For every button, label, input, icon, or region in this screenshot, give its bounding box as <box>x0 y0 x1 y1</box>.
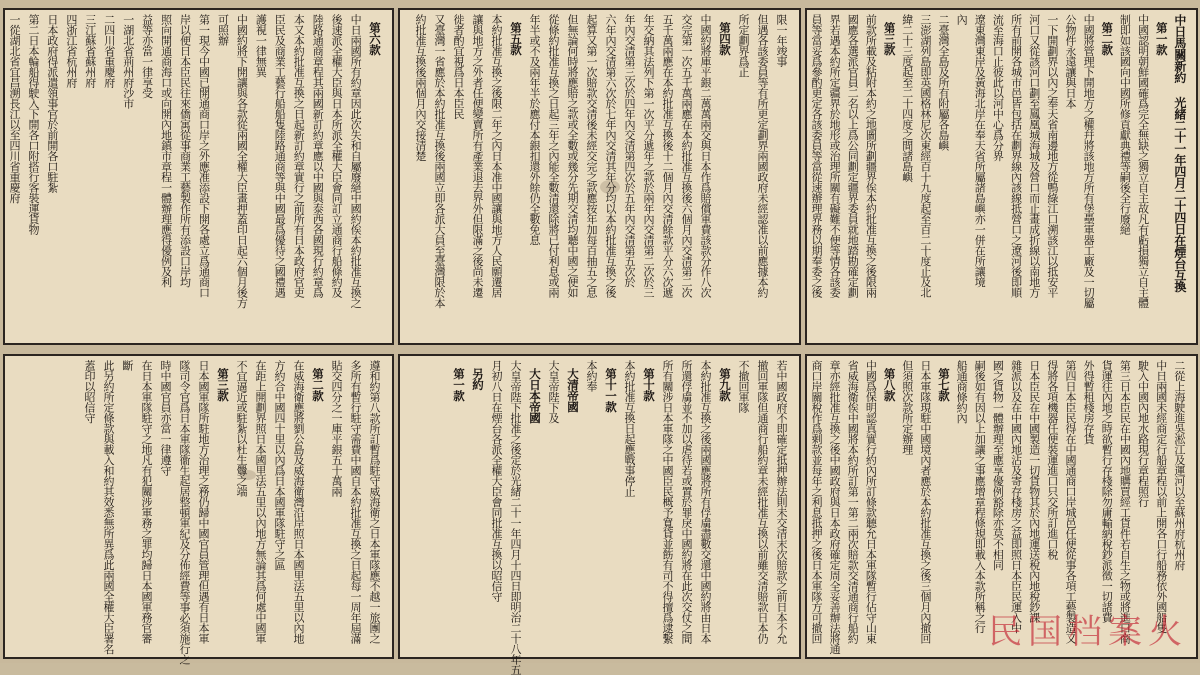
text-column: 益等亦當一律享受 <box>140 14 154 98</box>
column-heading: 第十款 <box>642 368 656 401</box>
text-column: 本又本約批准互換之日起新訂約章實行之前所有日本政府官吏 <box>292 14 306 298</box>
text-column: 第三日本臣民在中國內地購買經工貨件若自生之物或將進口商 <box>1118 360 1132 644</box>
text-column: 臣民及商業工藝行船船隻陸路通商等與中國最爲優待之國禮遇 <box>273 14 287 298</box>
text-column: 照向開通商海口或向開內地鎮市章程一體辦理應得優例及利 <box>159 14 173 287</box>
text-column: 讓與地方之外者任便變賣所有產業退去界外但限滿之後尚未遷 <box>471 14 484 298</box>
text-column: 六年內交清第六次於七年內交清其年分均以本約批准互換之後 <box>604 14 617 298</box>
column-heading: 第四款 <box>718 22 732 55</box>
text-column: 不撤回軍隊 <box>737 360 750 413</box>
text-column: 貨運往內地之時欲暫行存棧除勿庸輸納稅鈔派徵一切諸費 <box>1100 360 1114 623</box>
text-column: 大皇帝陛下批准之後定於光緒二十一年四月十四日即明治二十八年五 <box>509 360 522 675</box>
text-column: 大皇帝陛下及 <box>547 360 560 423</box>
text-column: 年交納其法列下第一次平分遞年之款於兩年內交清第二次於三 <box>642 14 655 298</box>
text-column: 嗣後如有因以上加讓之事應增章程條規即載入本款所稱之行 <box>973 360 987 633</box>
text-column: 三澎湖列島即英國格林尼次東經百十九度起至百二十度止及北 <box>918 14 932 298</box>
text-column: 貼交四分之一庫平銀五十萬兩 <box>330 360 343 497</box>
text-column: 本約批准互換之後兩國應將所有俘虜盡數交還中國約將由日本 <box>699 360 712 644</box>
text-column: 但無論何時將應賠之款或全數或幾分先期交清均聽中國之便如 <box>566 14 579 298</box>
text-column: 所有關涉日本軍隊之中國臣民概予寬貸並飭有司不得擅爲逮繫 <box>661 360 674 644</box>
text-column: 多所有暫行駐守需費中國自本約批准互換之日起每一周年屆滿 <box>349 360 362 644</box>
text-column: 員等當妥爲參酌更定各該委員等當從速辦理界務以期奉委之後 <box>810 14 823 298</box>
column-heading: 第三款 <box>882 22 897 55</box>
column-heading: 第二款 <box>1100 22 1115 55</box>
text-column: 河口又從該河口劃至鳳凰城海城及營口而止畫成折線以南地方 <box>1027 14 1041 298</box>
text-column: 國應各選派官員二名以上爲公同劃定疆界委員就地踏勘確定劃 <box>846 14 860 298</box>
column-heading: 第八款 <box>882 368 897 401</box>
text-column: 但遇各該委員等有所更定劃界兩國政府未經認准以前應據本約 <box>756 14 769 298</box>
column-heading: 另約 <box>471 368 485 390</box>
text-column: 所有前開各城市邑皆包括在劃界線內該線抵營口之遼河後即順 <box>1009 14 1023 298</box>
column-heading: 第二款 <box>311 368 325 401</box>
text-column: 一下開劃界以內之奉天省南邊地方從鴨綠江口溯該江以抵安平 <box>1045 14 1059 298</box>
text-column: 若中國政府不即確定抵押辦法則未交清末次賠款之前日本不允 <box>775 360 788 644</box>
text-column: 此另約所定條款與載入和約其效悉無所異爲此兩國全權大臣署名 <box>102 360 115 654</box>
text-column: 在日本軍隊駐守之地凡有犯關涉軍務之罪均歸日本國軍務官審 <box>140 360 153 644</box>
column-heading: 大日本帝國 <box>528 368 542 423</box>
text-column: 護視一律無異 <box>254 14 268 77</box>
text-column: 中國認明朝鮮國確爲完全無缺之獨立自主故凡有虧損獨立自主體 <box>1136 14 1150 308</box>
column-heading: 第九款 <box>718 368 732 401</box>
text-column: 內 <box>955 14 969 25</box>
text-column: 第四日本臣民得在中國通商口岸城邑任便從事各項工藝製造又 <box>1064 360 1077 644</box>
text-column: 不宜逼近或駐紮以杜生釁之端 <box>235 360 248 497</box>
column-heading: 第十一款 <box>604 368 618 412</box>
text-column: 年半或不及兩年半於應付本銀扣還外餘仍全數免息 <box>528 14 541 245</box>
text-column: 徙者酌宜視爲日本臣民 <box>452 14 465 119</box>
text-column: 船通商條約內 <box>955 360 969 423</box>
text-column: 在距上開劃界照日本國里法五里以內地方無論其爲何處中國軍 <box>254 360 267 644</box>
text-column: 但須照次款所定辦理 <box>900 360 914 455</box>
text-column: 一從湖北省宜昌溯長江以至四川省重慶府 <box>8 14 21 203</box>
text-column: 從條約批准互換之日起三年之內能全數清還除將已付利息或兩 <box>547 14 560 298</box>
text-column: 約批准互換後兩個月內交接清楚 <box>414 14 427 161</box>
text-column: 時中國官員亦當一律遵守 <box>159 360 172 476</box>
text-column: 中國將管理下開地方之權幷將該地方所有堡壘軍器工廠及一切屬 <box>1082 14 1096 308</box>
text-column: 所還俘虜並不加以虐待若或置於罪戾中國約將在此次交仗之間 <box>680 360 693 644</box>
text-column: 章亦經批准互換之後中國政府與日本政府確定周全妥善辦法將通 <box>828 360 842 654</box>
text-column: 緯二十三度起至二十四度之間諸島嶼 <box>900 14 914 182</box>
text-column: 遼東灣東岸及黃海北岸在奉天省所屬諸島嶼亦一併在所讓境 <box>973 14 987 287</box>
text-column: 可照辦 <box>216 14 230 46</box>
text-column: 第二日本輪船得駛入下開各口附搭行客裝運貨物 <box>26 14 40 235</box>
text-column: 本約批准互換日起應戰事停止 <box>623 360 636 497</box>
text-column: 二從上海駛進吳淞江及運河以至蘇州府杭州府 <box>1172 360 1186 570</box>
text-column: 外得暫租棧房存貨 <box>1082 360 1096 444</box>
column-heading: 中日馬關新約 光緒二十一年四月二十四日在煙台互換 <box>1172 14 1187 292</box>
text-column: 駛入中國內地水路現行章程照行 <box>1136 360 1150 507</box>
text-column: 得將各項機器任便裝運進口只交所訂進口稅 <box>1045 360 1059 560</box>
text-column: 又臺灣一省應於本約批准互換後兩國立即各派大員至臺灣限於本 <box>433 14 446 308</box>
text-column: 所定劃界爲正 <box>737 14 750 77</box>
text-column: 中日兩國所有約章因此次失和自屬廢絕中國約俟本約批准互換之 <box>349 14 363 308</box>
text-column: 隊司令官爲日本軍隊衞生起居整頓軍紀及分佈經費等事必須施行之 <box>178 360 191 665</box>
column-heading: 第六款 <box>368 22 383 55</box>
text-column: 遵和約第八款所訂暫爲駐守威海衛之日本軍隊應不越一旅團之 <box>368 360 381 644</box>
text-column: 斷 <box>121 360 134 371</box>
text-column: 二四川省重慶府 <box>102 14 116 88</box>
text-column: 制即如該國向中國所修貢獻典禮等嗣後全行廢絕 <box>1118 14 1132 235</box>
text-column: 日本政府得派遣領事官於前開各口駐紮 <box>45 14 59 193</box>
text-column: 五千萬兩應在本約批准互換後十二個月內交清餘款平分六次遞 <box>661 14 674 298</box>
text-column: 陸路通商章程其兩國新訂約章應以中國與泰西各國現行約章爲 <box>311 14 325 298</box>
archive-watermark: 民国档案火 <box>988 612 1188 652</box>
text-column: 中日兩國未經商定行船章程以前上開各口行船務依外國船隻 <box>1154 360 1168 633</box>
text-column: 日本臣民在中國製造一切貨物其於內地運送稅內地稅鈔課 <box>1027 360 1041 623</box>
text-column: 後速派全權大臣與日本所派全權大臣會同訂立通商行船條約及 <box>330 14 344 298</box>
text-column: 中國約將下開讓與各款從兩國全權大臣畫押蓋印日起六個月後方 <box>235 14 249 308</box>
text-column: 起算又第一次賠款交清後未經交完之款應按年加每百抽五之息 <box>585 14 598 298</box>
text-column: 在威海衛應將劉公島及威海衛灣沿岸照日本國里法五里以內地 <box>292 360 305 644</box>
text-column: 撤回軍隊但通商行船約章未經批准互換以前雖交清賠款日本仍 <box>756 360 769 644</box>
column-heading: 大清帝國 <box>566 368 580 412</box>
text-column: 一湖北省荊州府沙市 <box>121 14 135 109</box>
column-heading: 第五款 <box>509 22 523 55</box>
column-heading: 第七款 <box>937 368 951 401</box>
text-column: 二臺灣全島及所有附屬各島嶼 <box>937 14 950 151</box>
text-column: 月初八日在煙台各派全權大臣會同批准互換以昭信守 <box>490 360 503 602</box>
text-column: 三江蘇省蘇州府 <box>83 14 97 88</box>
text-column: 日本軍隊現駐中國境內者應於本約批准互換之後三個月內撤回 <box>918 360 932 644</box>
text-column: 年內交清第三次於四年內交清第四次於五年內交清第五次於 <box>623 14 636 287</box>
text-column: 第一現今中國已開通商口岸之外應准添設下開各處立爲通商口 <box>197 14 211 298</box>
text-column: 國之貨物一體辦理至應享優例豁除亦莫不相同 <box>991 360 1005 570</box>
text-column: 界若遇本約所定疆界於地形或治理所關有礙難不便等情各該委 <box>828 14 842 298</box>
text-column: 方約合中國四十里以內爲日本國軍隊駐守之區 <box>273 360 286 570</box>
column-heading: 第一款 <box>1154 22 1169 55</box>
text-column: 流至海口止彼此以河中心爲分界 <box>991 14 1005 161</box>
column-heading: 第一款 <box>452 368 466 401</box>
text-column: 商口岸關稅作爲剩款並每年之利息抵押之後日本軍隊方可撤回 <box>810 360 823 644</box>
text-column: 本約奉 <box>585 360 598 392</box>
text-column: 雜派以及在中國內地沾及寄存棧房之益即照日本臣民運入中 <box>1009 360 1023 633</box>
text-column: 前款所載及粘附本約之地圖所劃疆界俟本約批准互換之後限兩 <box>864 14 878 298</box>
text-column: 公物件永遠讓與日本 <box>1064 14 1077 109</box>
text-column: 限一年竣事 <box>775 14 788 67</box>
text-column: 蓋印以昭信守 <box>83 360 96 423</box>
text-column: 日本國軍隊所駐地方治理之務仍歸中國官員管理但遇有日本軍 <box>197 360 210 644</box>
text-column: 省威海衛俟中國將本約所訂第一第二兩次賠款交清通商行船約 <box>846 360 860 644</box>
text-column: 四浙江省杭州府 <box>64 14 78 88</box>
text-column: 中國約將庫平銀二萬萬兩交與日本作爲賠償軍費該款分作八次 <box>699 14 712 298</box>
column-heading: 第三款 <box>216 368 230 401</box>
text-column: 岸以便日本臣民往來僑寓從事商業工藝製作所有添設口岸均 <box>178 14 192 287</box>
text-column: 中國爲保明認真實行約內所訂條款聽允日本軍隊暫行佔守山東 <box>864 360 878 644</box>
text-column: 交完第一次五千萬兩應在本約批准互換後六個月內交清第二次 <box>680 14 693 298</box>
text-column: 本約批准互換之後限二年之內日本准中國讓與地方人民願遷居 <box>490 14 503 298</box>
